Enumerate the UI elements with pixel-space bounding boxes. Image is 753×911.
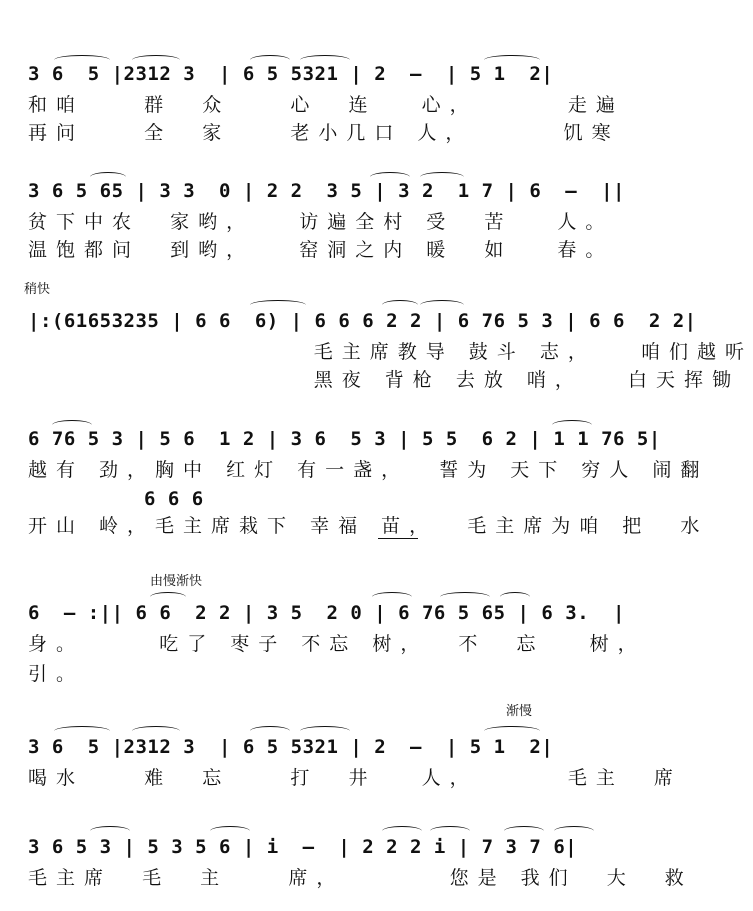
- tempo-marking: 渐慢: [506, 704, 533, 719]
- alternate-notes: 6 6 6: [144, 488, 204, 510]
- notation-line: 3 6 5 65 | 3 3 0 | 2 2 3 5 | 3 2 1 7 | 6 — ||: [28, 180, 625, 202]
- tempo-marking: 由慢渐快: [150, 574, 203, 589]
- lyric-line: 喝水 难 忘 打 井 人， 毛主 席: [28, 767, 682, 789]
- lyric-line: 开山 岭，毛主席栽下 幸福 苗， 毛主席为咱 把 水: [28, 515, 709, 537]
- notation-line: 6 76 5 3 | 5 6 1 2 | 3 6 5 3 | 5 5 6 2 | 1 1 76 5|: [28, 428, 661, 450]
- lyric-line: 温饱都问 到哟， 窑洞之内 暖 如 春。: [28, 239, 614, 261]
- lyric-line: 和咱 群 众 心 连 心， 走遍: [28, 94, 624, 116]
- tempo-marking: 稍快: [24, 282, 51, 297]
- lyric-line: 毛主席教导 鼓斗 志， 咱们越听: [28, 341, 753, 363]
- lyric-underline: [378, 538, 418, 539]
- lyric-line: 贫下中农 家哟， 访遍全村 受 苦 人。: [28, 211, 614, 233]
- lyric-line: 越有 劲，胸中 红灯 有一盏， 誓为 天下 穷人 闹翻: [28, 459, 709, 481]
- notation-line: |:(61653235 | 6 6 6) | 6 6 6 2 2 | 6 76 5 3 | 6 6 2 2|: [28, 310, 697, 332]
- lyric-line: 黑夜 背枪 去放 哨， 白天挥锄: [28, 369, 740, 391]
- notation-line: 3 6 5 |2312 3 | 6 5 5321 | 2 — | 5 1 2|: [28, 63, 554, 85]
- notation-line: 3 6 5 3 | 5 3 5 6 | i — | 2 2 2 i | 7 3 7 6|: [28, 836, 578, 858]
- lyric-line: 毛主席 毛 主 席， 您是 我们 大 救: [28, 867, 693, 889]
- lyric-line: 身。 吃了 枣子 不忘 树， 不 忘 树，: [28, 633, 646, 655]
- lyric-line: 再问 全 家 老小几口 人， 饥寒: [28, 122, 620, 144]
- lyric-line: 引。: [28, 663, 85, 685]
- notation-line: 6 — :|| 6 6 2 2 | 3 5 2 0 | 6 76 5 65 | 6 3. |: [28, 602, 625, 624]
- notation-line: 3 6 5 |2312 3 | 6 5 5321 | 2 — | 5 1 2|: [28, 736, 554, 758]
